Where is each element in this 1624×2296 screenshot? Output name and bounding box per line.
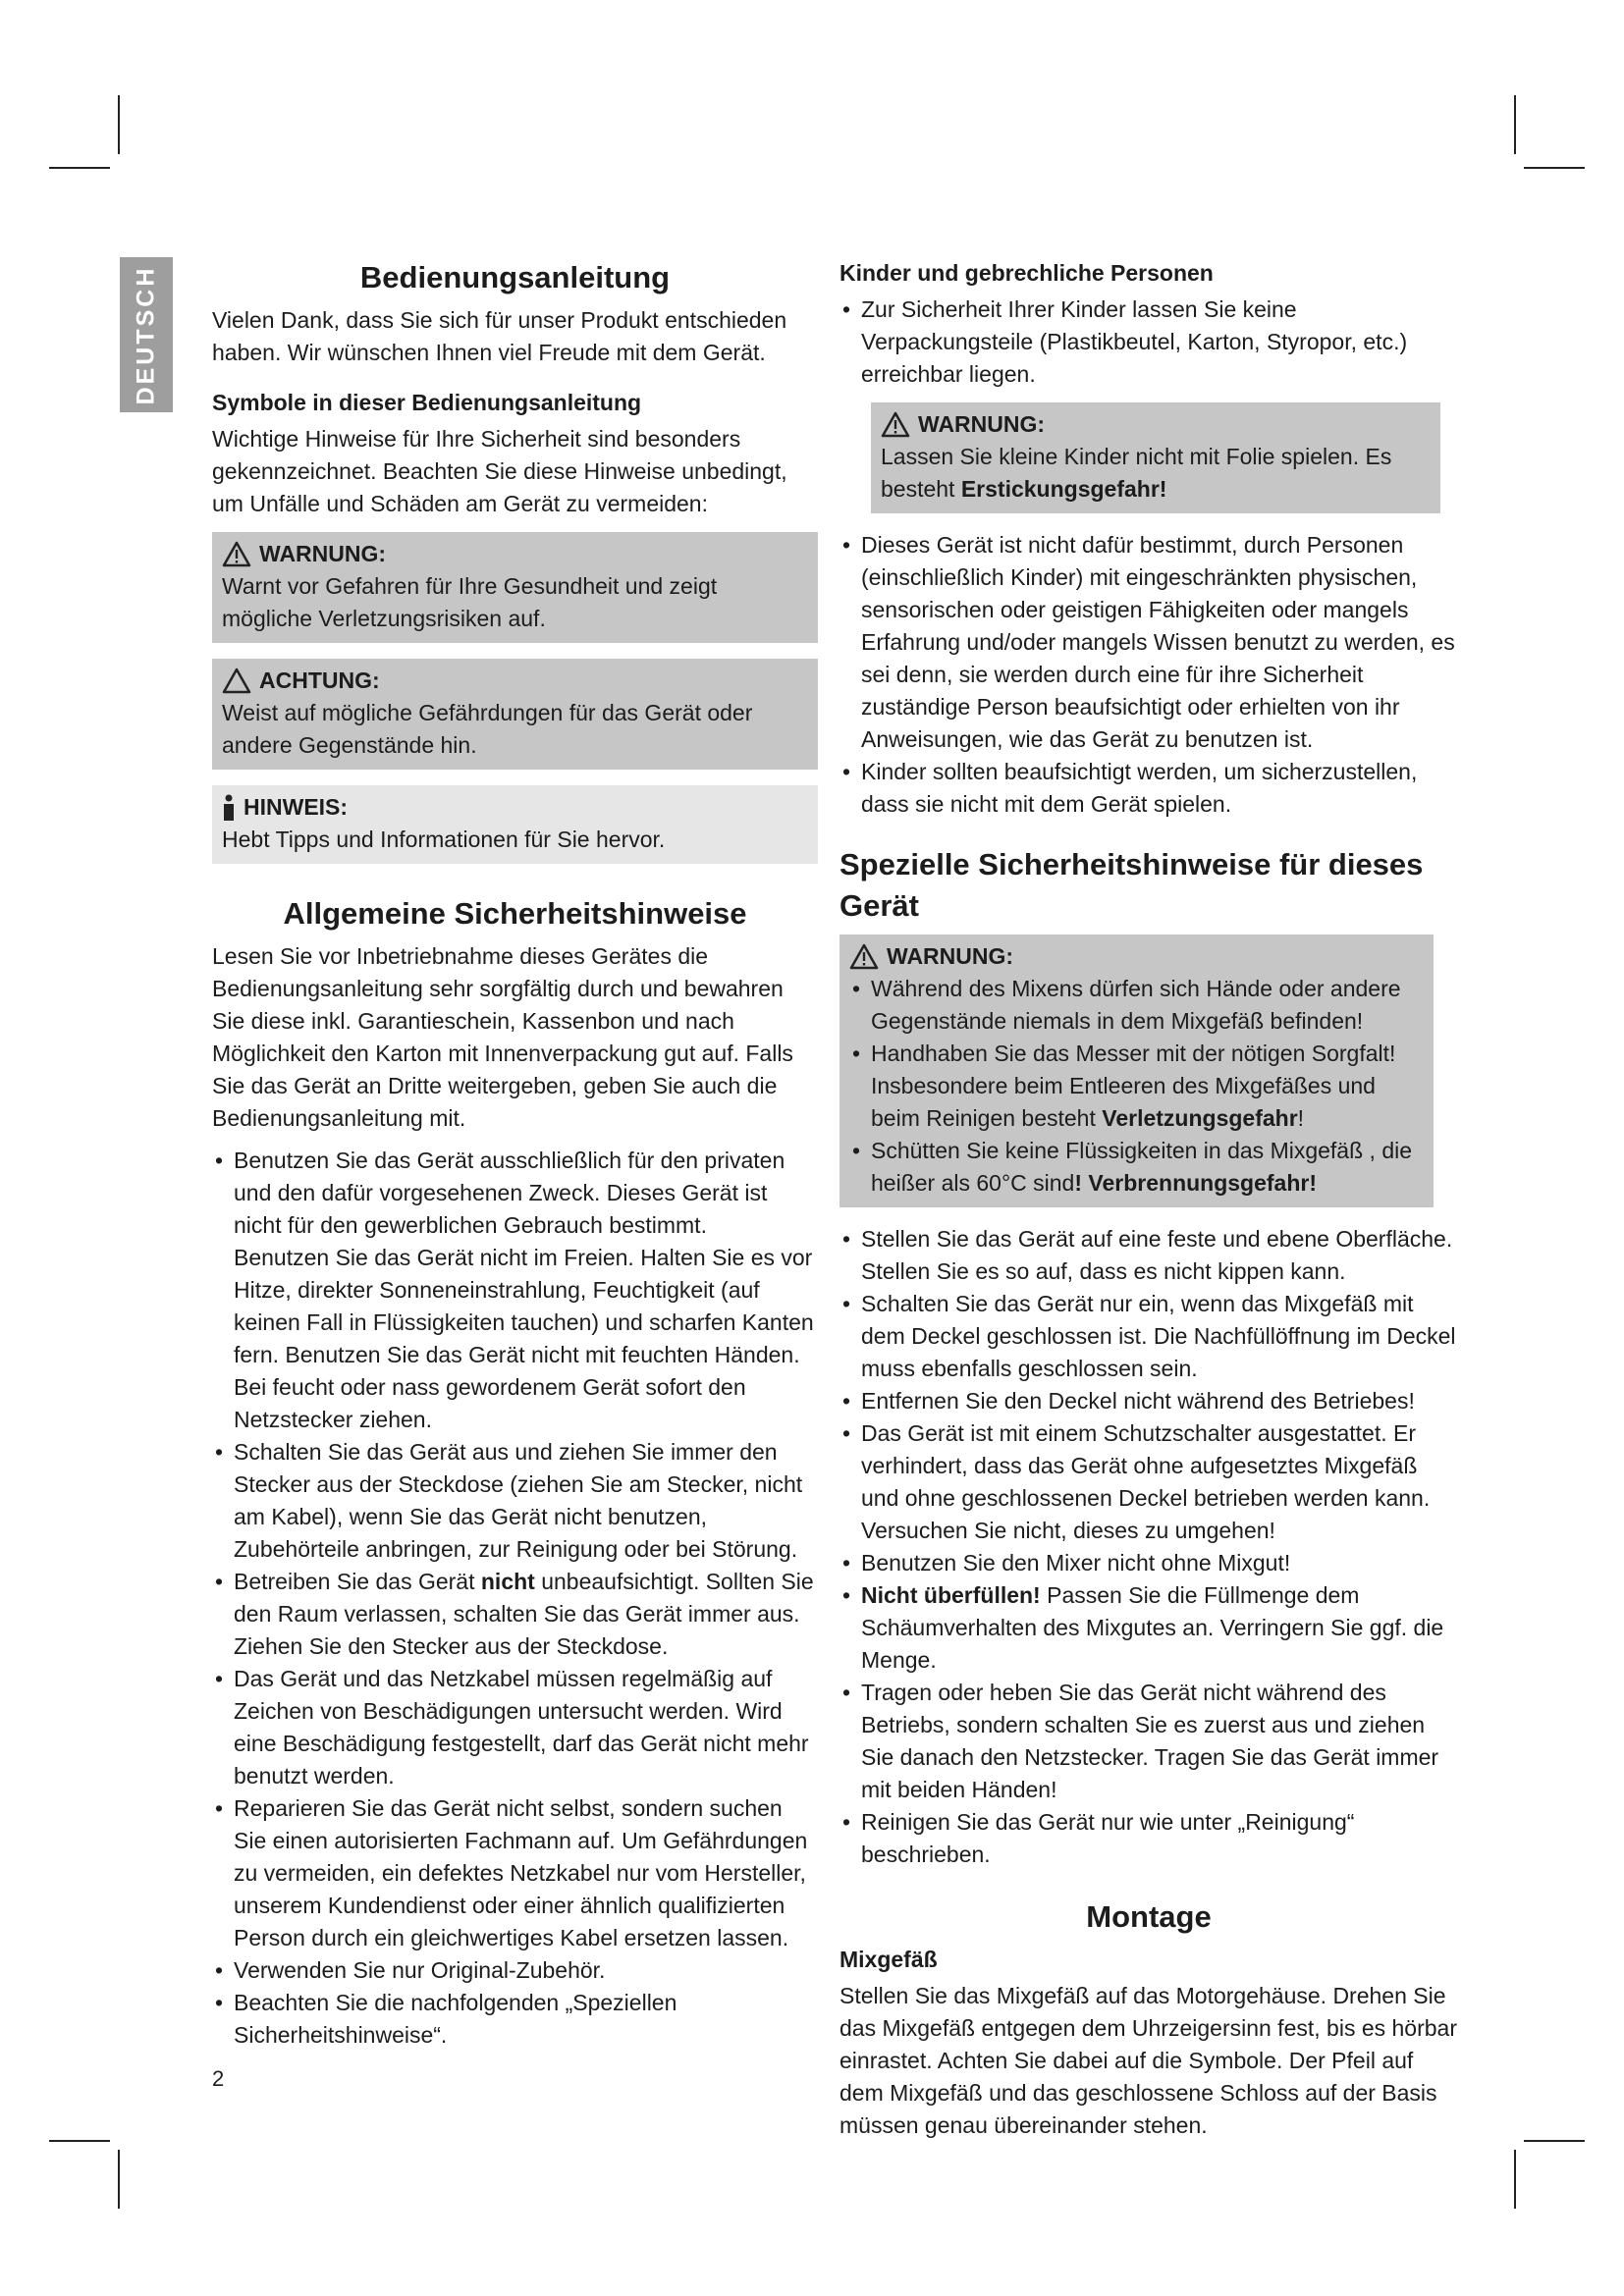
warning-box bbox=[212, 532, 818, 643]
left-column bbox=[212, 257, 818, 2052]
warning-text: Warnt vor Gefahren für Ihre Gesundheit und zeigt mögliche Verletzungsrisiken auf. bbox=[222, 573, 718, 631]
list-item: • Beachten Sie die nachfolgenden „Speziellen Sicherheitshinweise“. bbox=[212, 1987, 818, 2052]
list-item: • Tragen oder heben Sie das Gerät nicht während des Betriebs, sondern schalten Sie es zuerst aus und ziehen Sie danach den Netzstecker. Tragen Sie das Gerät immer mit beiden Händen! bbox=[839, 1677, 1458, 1806]
list-item: • Das Gerät ist mit einem Schutzschalter ausgestattet. Er verhindert, dass das Gerät ohne aufgesetztes Mixgefäß und ohne geschlossenen Deckel betrieben werden kann. Versuchen Sie nicht, dieses zu umgehen! bbox=[839, 1417, 1458, 1547]
info-icon bbox=[222, 794, 236, 822]
list-item: • Benutzen Sie das Gerät ausschließlich für den privaten und den dafür vorgesehenen Zweck. Dieses Gerät ist nicht für den gewerblichen Gebrauch bestimmt. bbox=[212, 1145, 818, 1242]
note-text: Hebt Tipps und Informationen für Sie hervor. bbox=[222, 827, 666, 852]
crop-mark bbox=[1514, 2150, 1516, 2209]
symbols-text: Wichtige Hinweise für Ihre Sicherheit sind besonders gekennzeichnet. Beachten Sie diese Hinweise unbedingt, um Unfälle und Schäden am Gerät zu vermeiden: bbox=[212, 426, 787, 516]
children-heading: Kinder und gebrechliche Personen bbox=[839, 260, 1214, 286]
list-item: Benutzen Sie das Gerät nicht im Freien. Halten Sie es vor Hitze, direkter Sonneneinstrahlung, Feuchtigkeit (auf keinen Fall in Flüssigkeiten tauchen) und scharfen Kanten fern. Benutzen Sie das Gerät nicht mit feuchten Händen. Bei feucht oder nass gewordenem Gerät sofort den Netzstecker ziehen. bbox=[234, 1245, 814, 1432]
language-tab-label: DEUTSCH bbox=[132, 265, 160, 404]
right-column bbox=[839, 257, 1458, 2142]
list-item: • Während des Mixens dürfen sich Hände oder andere Gegenstände niemals in dem Mixgefäß befinden! bbox=[849, 973, 1424, 1038]
warning-triangle-icon bbox=[881, 411, 910, 438]
note-box bbox=[212, 785, 818, 864]
symbols-heading: Symbole in dieser Bedienungsanleitung bbox=[212, 390, 642, 415]
list-item: • Schalten Sie das Gerät aus und ziehen Sie immer den Stecker aus der Steckdose (ziehen Sie am Stecker, nicht am Kabel), wenn Sie das Gerät nicht benutzen, Zubehörteile anbringen, zur Reinigung oder bei Störung. bbox=[212, 1436, 818, 1566]
montage-title: Montage bbox=[1086, 1899, 1212, 1934]
special-safety-list bbox=[839, 1223, 1458, 1871]
general-safety-list bbox=[212, 1145, 818, 2052]
list-item: • Handhaben Sie das Messer mit der nötigen Sorgfalt! Insbesondere beim Entleeren des Mixgefäßes und beim Reinigen besteht Verletzungsgefahr! bbox=[849, 1038, 1424, 1135]
intro-text: Vielen Dank, dass Sie sich für unser Produkt entschieden haben. Wir wünschen Ihnen viel Freude mit dem Gerät. bbox=[212, 307, 787, 365]
general-safety-intro: Lesen Sie vor Inbetriebnahme dieses Gerätes die Bedienungsanleitung sehr sorgfältig durch und bewahren Sie diese inkl. Garantieschein, Kassenbon und nach Möglichkeit den Karton mit Innenverpackung gut auf. Falls Sie das Gerät an Dritte weitergeben, geben Sie auch die Bedienungsanleitung mit. bbox=[212, 943, 793, 1131]
page-number: 2 bbox=[212, 2066, 225, 2091]
list-item: • Kinder sollten beaufsichtigt werden, um sicherzustellen, dass sie nicht mit dem Gerät spielen. bbox=[839, 756, 1458, 821]
warning-text: Lassen Sie kleine Kinder nicht mit Folie spielen. Es besteht Erstickungsgefahr! bbox=[881, 444, 1392, 502]
crop-mark bbox=[49, 167, 110, 169]
crop-mark bbox=[1514, 95, 1516, 154]
warning-label: WARNUNG: bbox=[887, 943, 1014, 969]
crop-mark bbox=[1524, 167, 1585, 169]
children-warning-box bbox=[871, 402, 1440, 513]
list-item: • Schütten Sie keine Flüssigkeiten in das Mixgefäß , die heißer als 60°C sind! Verbrennungsgefahr! bbox=[849, 1135, 1424, 1200]
children-list-1 bbox=[839, 294, 1458, 391]
list-item: • Dieses Gerät ist nicht dafür bestimmt, durch Personen (einschließlich Kinder) mit eingeschränkten physischen, sensorischen oder geistigen Fähigkeiten oder mangels Erfahrung und/oder mangels Wissen benutzt zu werden, es sei denn, sie werden durch eine für ihre Sicherheit zuständige Person beaufsichtigt oder erhielten von ihr Anweisungen, wie das Gerät zu benutzen ist. bbox=[839, 529, 1458, 756]
crop-mark bbox=[118, 95, 120, 154]
crop-mark bbox=[49, 2140, 110, 2142]
list-item: • Zur Sicherheit Ihrer Kinder lassen Sie keine Verpackungsteile (Plastikbeutel, Karton, Styropor, etc.) erreichbar liegen. bbox=[839, 294, 1458, 391]
caution-label: ACHTUNG: bbox=[259, 667, 380, 693]
caution-triangle-icon bbox=[222, 667, 251, 694]
crop-mark bbox=[118, 2150, 120, 2209]
crop-mark bbox=[1524, 2140, 1585, 2142]
list-item: • Schalten Sie das Gerät nur ein, wenn das Mixgefäß mit dem Deckel geschlossen ist. Die Nachfüllöffnung im Deckel muss ebenfalls geschlossen sein. bbox=[839, 1288, 1458, 1385]
special-warning-box bbox=[839, 934, 1434, 1207]
warning-label: WARNUNG: bbox=[918, 411, 1046, 437]
mixgefaess-heading: Mixgefäß bbox=[839, 1947, 938, 1972]
special-warning-list bbox=[849, 973, 1424, 1200]
list-item: • Nicht überfüllen! Passen Sie die Füllmenge dem Schäumverhalten des Mixgutes an. Verringern Sie ggf. die Menge. bbox=[839, 1579, 1458, 1677]
list-item: • Das Gerät und das Netzkabel müssen regelmäßig auf Zeichen von Beschädigungen untersucht werden. Wird eine Beschädigung festgestellt, darf das Gerät nicht mehr benutzt werden. bbox=[212, 1663, 818, 1792]
general-safety-title: Allgemeine Sicherheitshinweise bbox=[283, 896, 747, 931]
manual-title: Bedienungsanleitung bbox=[359, 260, 671, 294]
list-item: • Benutzen Sie den Mixer nicht ohne Mixgut! bbox=[839, 1547, 1458, 1579]
special-safety-title: Spezielle Sicherheitshinweise für dieses Gerät bbox=[839, 847, 1424, 923]
montage-text: Stellen Sie das Mixgefäß auf das Motorgehäuse. Drehen Sie das Mixgefäß entgegen dem Uhrzeigersinn fest, bis es hörbar einrastet. Achten Sie dabei auf die Symbole. Der Pfeil auf dem Mixgefäß und das geschlossene Schloss auf der Basis müssen genau übereinander stehen. bbox=[839, 1983, 1457, 2138]
language-tab bbox=[120, 257, 173, 412]
list-item: • Reinigen Sie das Gerät nur wie unter „Reinigung“ beschrieben. bbox=[839, 1806, 1458, 1871]
caution-text: Weist auf mögliche Gefährdungen für das Gerät oder andere Gegenstände hin. bbox=[222, 700, 753, 758]
list-item: • Betreiben Sie das Gerät nicht unbeaufsichtigt. Sollten Sie den Raum verlassen, schalten Sie das Gerät immer aus. Ziehen Sie den Stecker aus der Steckdose. bbox=[212, 1566, 818, 1663]
note-label: HINWEIS: bbox=[244, 794, 349, 820]
warning-label: WARNUNG: bbox=[259, 541, 387, 566]
list-item: • Verwenden Sie nur Original-Zubehör. bbox=[212, 1954, 818, 1987]
warning-triangle-icon bbox=[222, 541, 251, 567]
children-list-2 bbox=[839, 529, 1458, 821]
list-item: • Entfernen Sie den Deckel nicht während des Betriebes! bbox=[839, 1385, 1458, 1417]
caution-box bbox=[212, 659, 818, 770]
list-item: • Stellen Sie das Gerät auf eine feste und ebene Oberfläche. Stellen Sie es so auf, dass es nicht kippen kann. bbox=[839, 1223, 1458, 1288]
list-item: • Reparieren Sie das Gerät nicht selbst, sondern suchen Sie einen autorisierten Fachmann auf. Um Gefährdungen zu vermeiden, ein defektes Netzkabel nur vom Hersteller, unserem Kundendienst oder einer ähnlich qualifizierten Person durch ein gleichwertiges Kabel ersetzen lassen. bbox=[212, 1792, 818, 1954]
warning-triangle-icon bbox=[849, 943, 879, 970]
